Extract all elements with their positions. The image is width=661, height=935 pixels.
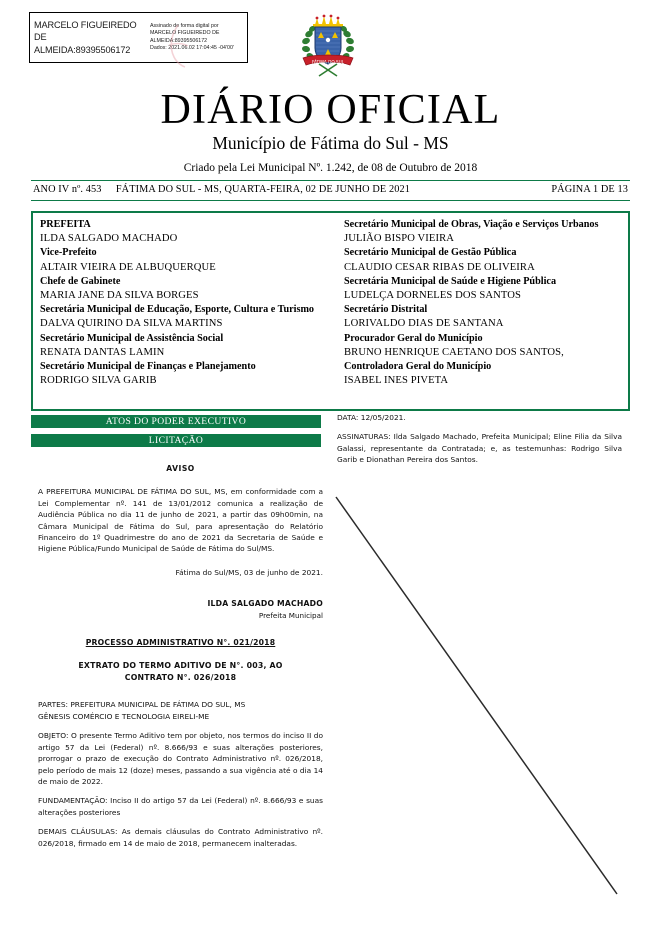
signature-name-line-1: MARCELO FIGUEIREDO bbox=[34, 19, 137, 30]
issue-bar bbox=[31, 180, 630, 201]
official-role: Secretária Municipal de Educação, Esporte, Cultura e Turismo bbox=[40, 304, 315, 316]
officials-box bbox=[31, 211, 630, 411]
signature-name-line-2: DE bbox=[34, 32, 47, 43]
partes-line-2: GÊNESIS COMÉRCIO E TECNOLOGIA EIRELI-ME bbox=[38, 711, 210, 721]
official-role: Secretária Municipal de Saúde e Higiene Pública bbox=[344, 275, 557, 287]
official-name: RODRIGO SILVA GARIB bbox=[40, 375, 157, 387]
official-name: LUDELÇA DORNELES DOS SANTOS bbox=[344, 290, 522, 302]
aviso-signer-name: ILDA SALGADO MACHADO bbox=[207, 599, 323, 609]
signature-detail-line-1: Assinado de forma digital por bbox=[150, 22, 219, 29]
section-banner-licitacao: LICITAÇÃO bbox=[31, 434, 321, 447]
objeto-paragraph: OBJETO: O presente Termo Aditivo tem por objeto, nos termos do inciso II do artigo 57 da Lei (Federal) nº. 8.666/93 e suas alterações posteriores, prorrogar o prazo de execução do Contrato Administrativo nº. 026/2018, pelo período de mais 12 (doze) meses, passando a sua vigência até o dia 14 de maio de 2022. bbox=[38, 731, 323, 786]
processo-administrativo-heading: PROCESSO ADMINISTRATIVO N°. 021/2018 bbox=[85, 638, 276, 648]
official-name: DALVA QUIRINO DA SILVA MARTINS bbox=[40, 318, 223, 330]
official-role: Secretário Distrital bbox=[344, 304, 428, 316]
official-name: ISABEL INES PIVETA bbox=[344, 375, 449, 387]
officials-column-right bbox=[337, 213, 628, 409]
content-column-right bbox=[337, 412, 622, 466]
official-role: Secretário Municipal de Gestão Pública bbox=[344, 247, 517, 259]
masthead-subtitle: Município de Fátima do Sul - MS bbox=[212, 133, 449, 153]
demais-clausulas-paragraph: DEMAIS CLÁUSULAS: As demais cláusulas do Contrato Administrativo nº. 026/2018, firmado em 14 de maio de 2018, permanecem inalteradas. bbox=[38, 827, 323, 848]
signature-details bbox=[147, 23, 247, 53]
municipal-coat-of-arms-icon bbox=[297, 12, 359, 80]
signature-detail-line-2: MARCELO FIGUEIREDO DE bbox=[150, 30, 220, 37]
aviso-body: A PREFEITURA MUNICIPAL DE FÁTIMA DO SUL, MS, em conformidade com a Lei Complementar nº. 141 de 13/01/2012 comunica a realização de Audiência Pública no dia 11 de junho de 2021, a partir das 09h00min, na Câmara Municipal de Fátima do Sul, para apresentação do Relatório Financeiro do 1º Quadrimestre do ano de 2021 da Secretaria de Saúde e Higiene Pública/Fundo Municipal de Saúde de Fátima do Sul/MS. bbox=[38, 487, 323, 554]
extrato-heading-line-2: CONTRATO N°. 026/2018 bbox=[124, 672, 237, 682]
official-role: Secretário Municipal de Finanças e Planejamento bbox=[40, 361, 256, 373]
assinaturas-paragraph: ASSINATURAS: Ilda Salgado Machado, Prefeita Municipal; Eline Filia da Silva Galassi, representante da Contratada; e, as testemunhas: Rodrigo Silva Garib e Dionathan Pereira dos Santos. bbox=[337, 432, 622, 465]
issue-year-number: ANO IV nº. 453 bbox=[33, 184, 102, 195]
data-line: DATA: 12/05/2021. bbox=[337, 413, 406, 422]
signature-name-line-3: ALMEIDA:89395506172 bbox=[34, 44, 131, 55]
page-title: DIÁRIO OFICIAL bbox=[160, 87, 501, 133]
extrato-heading-line-1: EXTRATO DO TERMO ADITIVO DE N°. 003, AO bbox=[78, 661, 283, 671]
svg-text:FÁTIMA DO SUL: FÁTIMA DO SUL bbox=[311, 59, 345, 65]
section-banner-executive-acts: ATOS DO PODER EXECUTIVO bbox=[31, 415, 321, 428]
official-name: MARIA JANE DA SILVA BORGES bbox=[40, 290, 199, 302]
partes-line-1: PARTES: PREFEITURA MUNICIPAL DE FÁTIMA DO SUL, MS bbox=[38, 700, 246, 710]
aviso-place-date: Fátima do Sul/MS, 03 de junho de 2021. bbox=[175, 567, 323, 577]
official-name: RENATA DANTAS LAMIN bbox=[40, 346, 165, 358]
digital-signature-stamp bbox=[29, 12, 248, 63]
official-role: Secretário Municipal de Assistência Social bbox=[40, 332, 224, 344]
masthead-law-line: Criado pela Lei Municipal Nº. 1.242, de 08 de Outubro de 2018 bbox=[183, 162, 478, 174]
issue-place-date: FÁTIMA DO SUL - MS, QUARTA-FEIRA, 02 DE JUNHO DE 2021 bbox=[115, 184, 410, 195]
official-role: Procurador Geral do Município bbox=[344, 332, 483, 344]
signature-detail-line-3: ALMEIDA:89395506172 bbox=[150, 37, 208, 44]
fundamentacao-paragraph: FUNDAMENTAÇÃO: Inciso II do artigo 57 da Lei (Federal) nº. 8.666/93 e suas alterações posteriores bbox=[38, 796, 323, 817]
aviso-signer-role: Prefeita Municipal bbox=[258, 610, 323, 620]
official-name: LORIVALDO DIAS DE SANTANA bbox=[344, 318, 504, 330]
extrato-heading bbox=[38, 660, 323, 683]
signature-detail-line-4: Dados: 2021.06.02 17:04:45 -04'00' bbox=[150, 44, 234, 51]
issue-identifier bbox=[33, 184, 410, 195]
official-role: Controladora Geral do Município bbox=[344, 361, 492, 373]
official-name: ILDA SALGADO MACHADO bbox=[40, 233, 178, 245]
official-role: Secretário Municipal de Obras, Viação e Serviços Urbanos bbox=[344, 219, 599, 230]
official-name: CLAUDIO CESAR RIBAS DE OLIVEIRA bbox=[344, 261, 535, 273]
aviso-heading: AVISO bbox=[166, 464, 195, 473]
page-number: PÁGINA 1 DE 13 bbox=[551, 184, 628, 195]
content-column-left bbox=[38, 463, 323, 849]
masthead bbox=[0, 88, 661, 176]
official-name: ALTAIR VIEIRA DE ALBUQUERQUE bbox=[40, 261, 216, 273]
signature-signer-name bbox=[30, 19, 147, 57]
official-role: PREFEITA bbox=[40, 219, 91, 230]
official-role: Vice-Prefeito bbox=[40, 247, 97, 259]
officials-column-left bbox=[33, 213, 337, 409]
official-name: JULIÃO BISPO VIEIRA bbox=[344, 233, 454, 245]
official-role: Chefe de Gabinete bbox=[40, 275, 121, 287]
official-name: BRUNO HENRIQUE CAETANO DOS SANTOS, bbox=[344, 346, 564, 358]
